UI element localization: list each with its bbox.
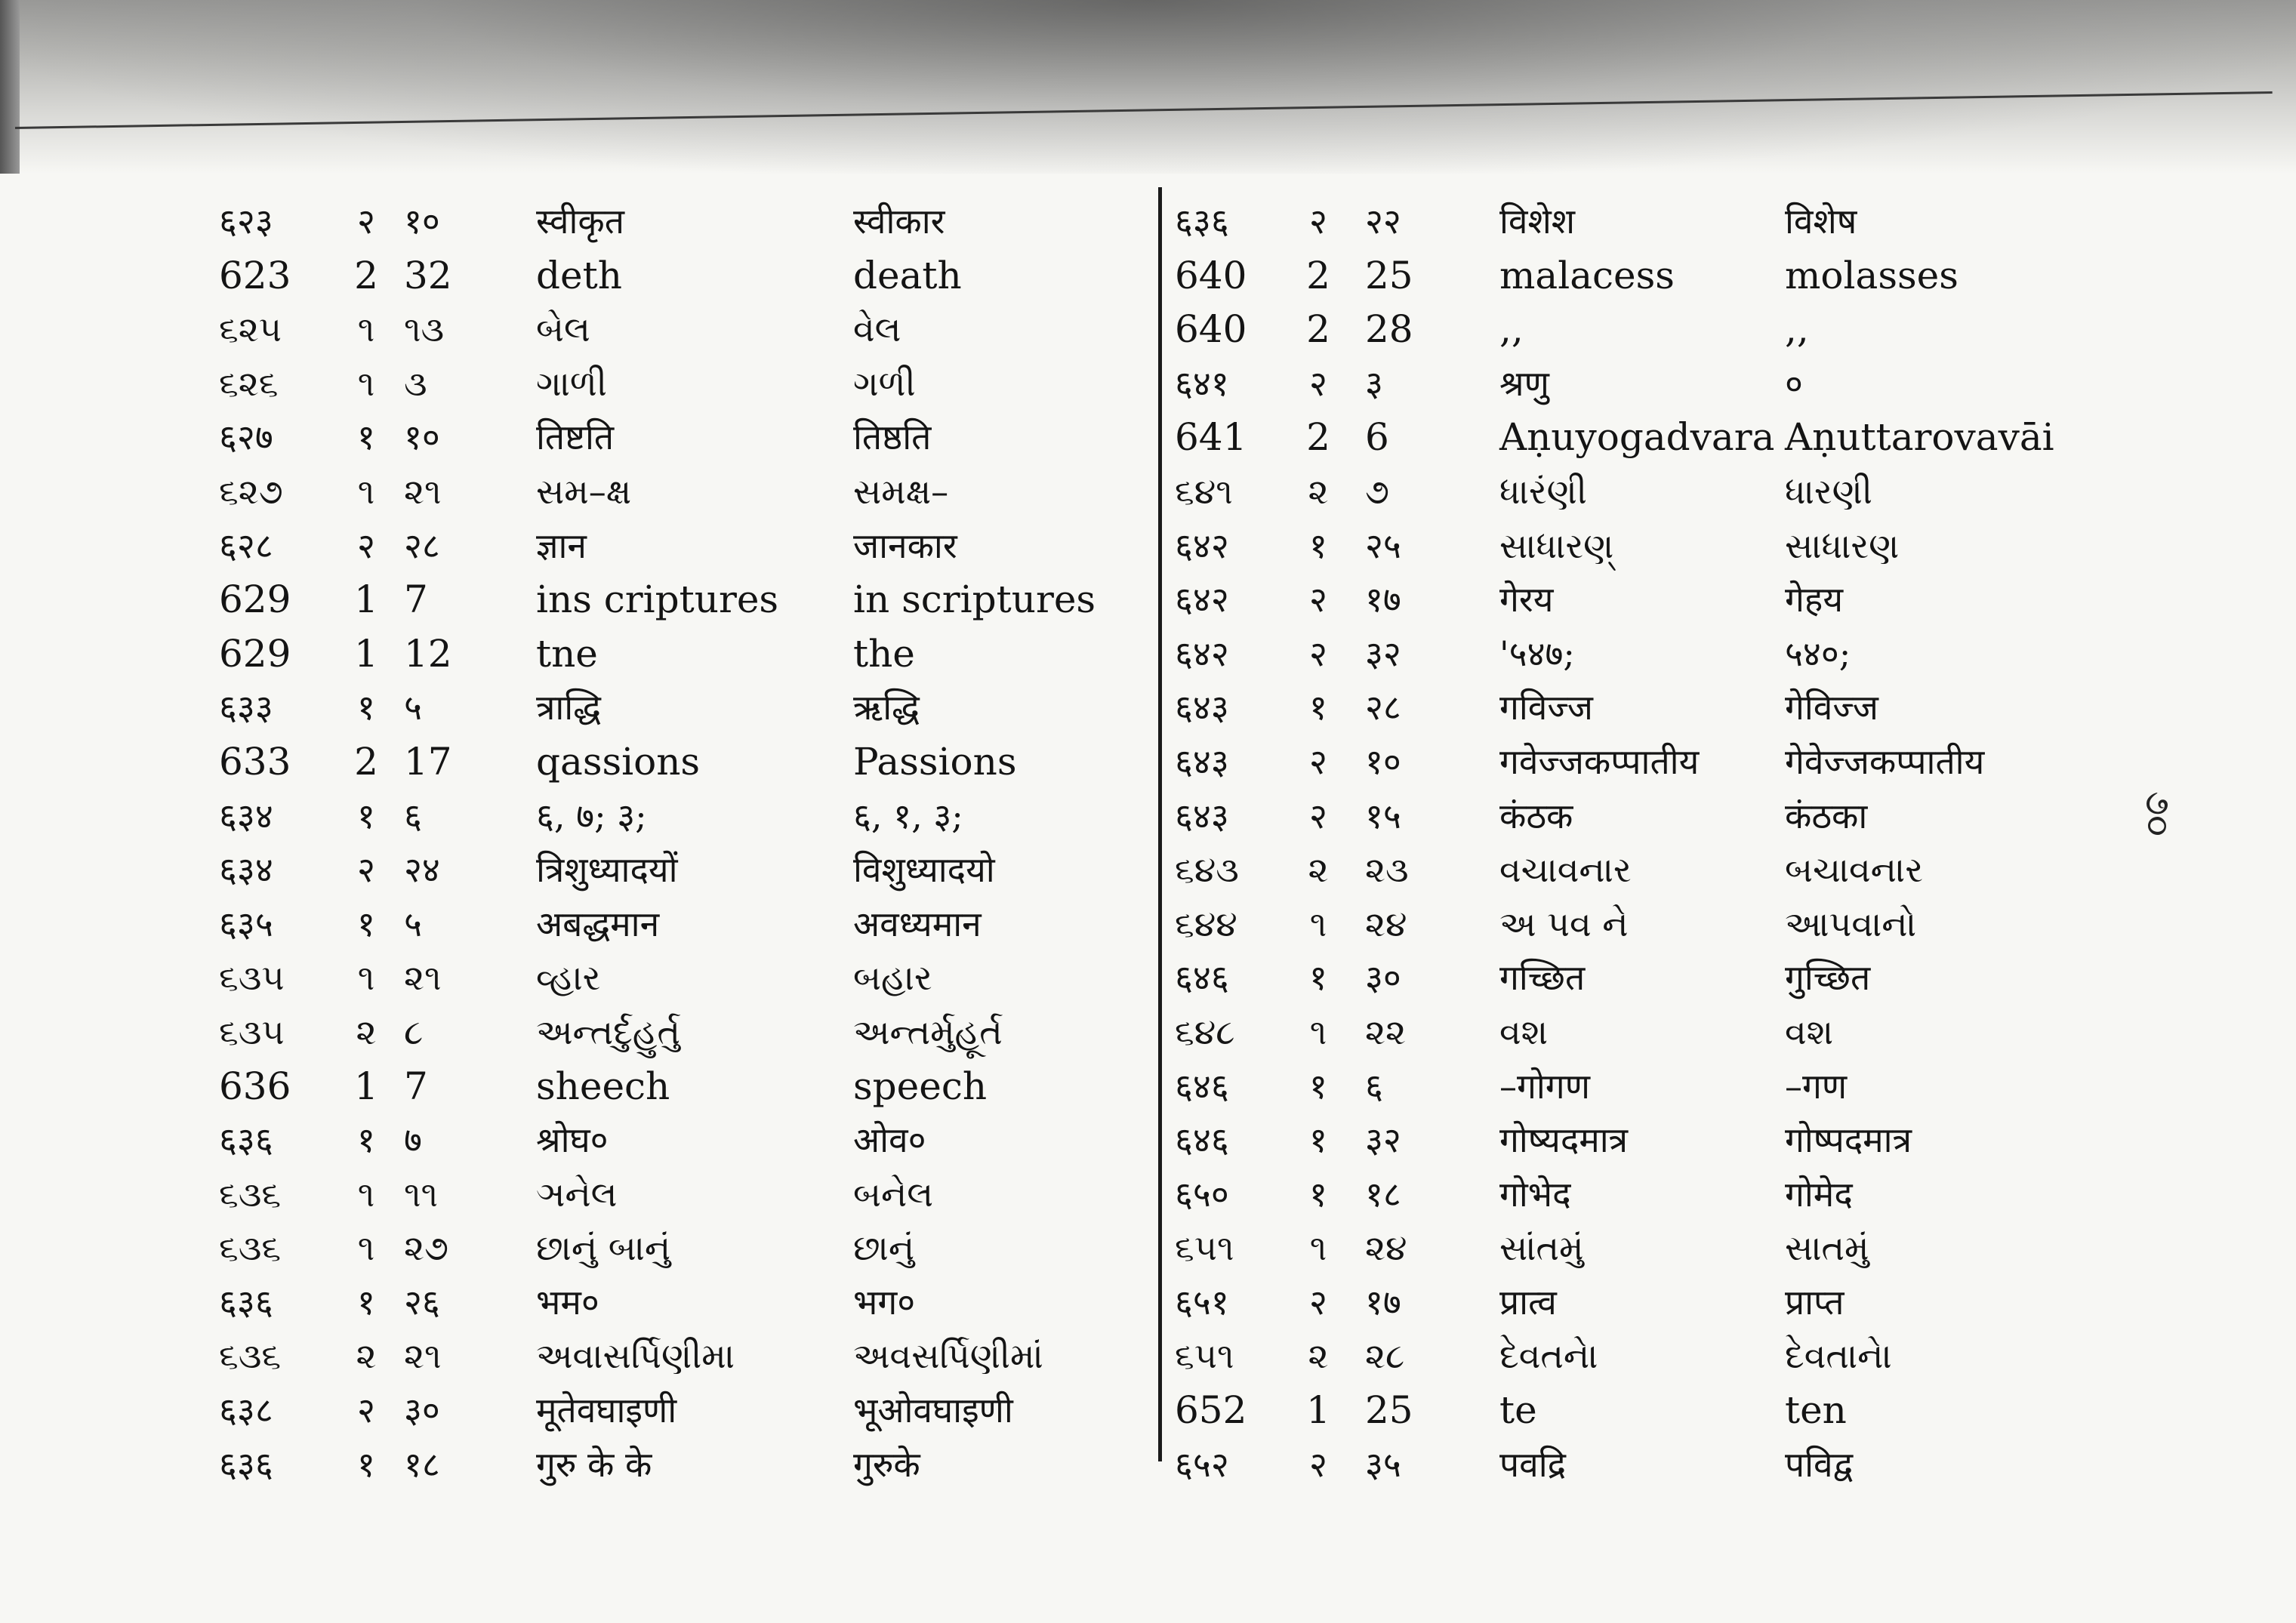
errata-line: १० xyxy=(1365,741,1401,782)
errata-line: 17 xyxy=(404,739,452,784)
errata-correct-text: the xyxy=(853,631,915,676)
errata-wrong-text: ज्ञान xyxy=(536,525,587,566)
errata-column: ૧ xyxy=(357,1173,375,1215)
errata-page: ६३८ xyxy=(219,1390,273,1431)
errata-line: १० xyxy=(404,417,440,458)
errata-page: ६३४ xyxy=(219,849,273,891)
errata-wrong-text: ગાળી xyxy=(536,362,607,404)
errata-correct-text: બનેલ xyxy=(853,1173,933,1215)
errata-correct-text: molasses xyxy=(1785,253,1959,297)
errata-correct-text: गोष्पदमात्र xyxy=(1785,1119,1912,1161)
errata-column: 2 xyxy=(1306,307,1330,352)
errata-wrong-text: स्वीकृत xyxy=(536,201,624,242)
errata-wrong-text: te xyxy=(1499,1388,1537,1433)
errata-page: ૬૪૪ xyxy=(1175,903,1237,944)
errata-line: १५ xyxy=(1365,795,1401,836)
errata-column: १ xyxy=(357,795,375,836)
errata-line: ३० xyxy=(1365,957,1401,999)
errata-wrong-text: गुरु के के xyxy=(536,1443,652,1485)
errata-column: 2 xyxy=(1306,253,1330,297)
errata-column: २ xyxy=(1309,1443,1327,1485)
errata-page: ६४३ xyxy=(1175,687,1229,728)
errata-correct-text: पविद्व xyxy=(1785,1443,1854,1485)
errata-correct-text: भग० xyxy=(853,1281,916,1323)
errata-wrong-text: गेरय xyxy=(1499,579,1554,621)
errata-column: ૨ xyxy=(1308,470,1329,512)
errata-line: १७ xyxy=(1365,579,1401,621)
errata-column: ૧ xyxy=(357,1227,375,1269)
errata-correct-text: Passions xyxy=(853,739,1017,784)
errata-correct-text: છાનું xyxy=(853,1227,915,1269)
errata-correct-text: ,, xyxy=(1785,307,1809,352)
errata-line: २५ xyxy=(1365,525,1401,566)
errata-page: ६३६ xyxy=(219,1281,273,1323)
errata-page: 640 xyxy=(1175,253,1247,297)
errata-page: ૬૫૧ xyxy=(1175,1227,1234,1269)
errata-wrong-text: श्रोघ० xyxy=(536,1119,609,1161)
errata-correct-text: भूओवघाइणी xyxy=(853,1390,1013,1431)
errata-page: ६३५ xyxy=(219,903,273,944)
errata-correct-text: ६, १, ३; xyxy=(853,795,963,836)
errata-line: ૨૮ xyxy=(1365,1335,1405,1377)
errata-column: 1 xyxy=(354,577,378,622)
errata-page: 636 xyxy=(219,1064,291,1108)
errata-line: ૨૪ xyxy=(1365,903,1407,944)
errata-line: ३५ xyxy=(1365,1443,1401,1485)
errata-column: २ xyxy=(1309,741,1327,782)
scan-shadow xyxy=(0,0,2296,174)
errata-page: ६३६ xyxy=(219,1119,273,1161)
errata-column: १ xyxy=(1309,957,1327,999)
errata-line: १० xyxy=(404,201,440,242)
errata-line: ૩ xyxy=(404,362,427,404)
errata-page: ६३६ xyxy=(219,1443,273,1485)
errata-correct-text: गेवेज्जकप्पातीय xyxy=(1785,741,1985,782)
errata-line: 25 xyxy=(1365,1388,1413,1433)
errata-wrong-text: अबद्धमान xyxy=(536,903,660,944)
errata-correct-text: गुरुके xyxy=(853,1443,920,1485)
errata-column: १ xyxy=(357,1119,375,1161)
errata-wrong-text: બેલ xyxy=(536,309,590,350)
errata-wrong-text: અવાસર્પિણીમા xyxy=(536,1335,735,1377)
errata-line: ૨૧ xyxy=(404,957,442,999)
errata-column: २ xyxy=(1309,795,1327,836)
errata-wrong-text: વચાવનાર xyxy=(1499,849,1632,891)
errata-page: ६५० xyxy=(1175,1173,1229,1215)
errata-wrong-text: पवद्रि xyxy=(1499,1443,1567,1485)
errata-page: ૬૩૫ xyxy=(219,1011,285,1052)
errata-wrong-text: कंठक xyxy=(1499,795,1573,836)
errata-correct-text: ५४०; xyxy=(1785,633,1851,674)
errata-line: २८ xyxy=(1365,687,1401,728)
errata-correct-text: આપવાનો xyxy=(1785,903,1917,944)
errata-line: २२ xyxy=(1365,201,1401,242)
errata-page: ૬૫૧ xyxy=(1175,1335,1234,1377)
errata-wrong-text: –गोगण xyxy=(1499,1065,1590,1107)
errata-page: ६४६ xyxy=(1175,957,1229,999)
errata-column: १ xyxy=(1309,1065,1327,1107)
errata-line: 28 xyxy=(1365,307,1413,352)
errata-page: 623 xyxy=(219,253,291,297)
errata-correct-text: સમક્ષ– xyxy=(853,470,949,512)
errata-correct-text: प्राप्त xyxy=(1785,1281,1845,1323)
errata-page: ६४३ xyxy=(1175,795,1229,836)
errata-page: ૬૩૬ xyxy=(219,1227,282,1269)
errata-page: ૬૪૮ xyxy=(1175,1011,1235,1052)
errata-correct-text: गुच्छित xyxy=(1785,957,1871,999)
errata-column: २ xyxy=(1309,1281,1327,1323)
errata-column: 2 xyxy=(354,253,378,297)
errata-column: २ xyxy=(1309,201,1327,242)
errata-wrong-text: मूतेवघाइणी xyxy=(536,1390,677,1431)
errata-wrong-text: વશ xyxy=(1499,1011,1549,1052)
errata-line: ૨૪ xyxy=(1365,1227,1407,1269)
errata-column: ૧ xyxy=(1309,1227,1327,1269)
errata-correct-text: વશ xyxy=(1785,1011,1834,1052)
errata-correct-text: गोमेद xyxy=(1785,1173,1853,1215)
errata-wrong-text: sheech xyxy=(536,1064,670,1108)
errata-wrong-text: प्रात्व xyxy=(1499,1281,1557,1323)
errata-wrong-text: અ પવ ને xyxy=(1499,903,1629,944)
errata-line: ६ xyxy=(1365,1065,1383,1107)
errata-wrong-text: विशेश xyxy=(1499,201,1576,242)
errata-line: ૭ xyxy=(1365,470,1389,512)
errata-line: ५ xyxy=(404,687,422,728)
errata-column: 1 xyxy=(354,631,378,676)
errata-column: ૨ xyxy=(1308,1335,1329,1377)
errata-wrong-text: गोभेद xyxy=(1499,1173,1571,1215)
errata-wrong-text: deth xyxy=(536,253,622,297)
errata-column: १ xyxy=(357,903,375,944)
errata-column: १ xyxy=(357,417,375,458)
errata-correct-text: तिष्ठति xyxy=(853,417,932,458)
errata-line: १८ xyxy=(404,1443,440,1485)
errata-line: २८ xyxy=(404,525,440,566)
errata-page: ६२८ xyxy=(219,525,273,566)
errata-correct-text: ० xyxy=(1785,362,1803,404)
errata-column: ૨ xyxy=(1308,849,1329,891)
errata-correct-text: બહાર xyxy=(853,957,932,999)
errata-column: २ xyxy=(357,1390,375,1431)
errata-page: ६३४ xyxy=(219,795,273,836)
errata-line: 25 xyxy=(1365,253,1413,297)
errata-column: 2 xyxy=(1306,415,1330,460)
errata-page: ६३३ xyxy=(219,687,273,728)
errata-column: ૧ xyxy=(357,309,375,350)
errata-page: ૬૩૫ xyxy=(219,957,285,999)
errata-page: ૬૪૧ xyxy=(1175,470,1233,512)
errata-line: ३ xyxy=(1365,362,1383,404)
errata-column: ૧ xyxy=(357,470,375,512)
errata-correct-text: विशेष xyxy=(1785,201,1857,242)
errata-page: 652 xyxy=(1175,1388,1247,1433)
errata-column: २ xyxy=(1309,579,1327,621)
errata-page: ૬૪૩ xyxy=(1175,849,1239,891)
errata-column: ૧ xyxy=(1309,1011,1327,1052)
errata-column: ૧ xyxy=(357,957,375,999)
errata-page: ૬૨૬ xyxy=(219,362,279,404)
errata-wrong-text: '५४७; xyxy=(1499,633,1575,674)
errata-line: ३२ xyxy=(1365,633,1401,674)
errata-line: ૧૧ xyxy=(404,1173,439,1215)
errata-line: ૨૧ xyxy=(404,1335,442,1377)
errata-line: 12 xyxy=(404,631,452,676)
errata-wrong-text: દેવતનેા xyxy=(1499,1335,1598,1377)
errata-page: ६५१ xyxy=(1175,1281,1229,1323)
errata-wrong-text: વ્હાર xyxy=(536,957,601,999)
errata-line: ૨૨ xyxy=(1365,1011,1407,1052)
errata-column: २ xyxy=(1309,633,1327,674)
errata-page: 640 xyxy=(1175,307,1247,352)
errata-page: ६४१ xyxy=(1175,362,1229,404)
errata-column: १ xyxy=(357,687,375,728)
errata-column: ૧ xyxy=(1309,903,1327,944)
errata-correct-text: ओव० xyxy=(853,1119,926,1161)
errata-correct-text: સાતમું xyxy=(1785,1227,1869,1269)
errata-correct-text: ગળી xyxy=(853,362,916,404)
errata-line: २४ xyxy=(404,849,440,891)
errata-wrong-text: સાંતમું xyxy=(1499,1227,1584,1269)
errata-page: 633 xyxy=(219,739,291,784)
errata-wrong-text: ins criptures xyxy=(536,577,779,622)
errata-wrong-text: tne xyxy=(536,631,598,676)
column-divider xyxy=(1158,187,1162,1461)
errata-correct-text: –गण xyxy=(1785,1065,1848,1107)
errata-line: ૧૩ xyxy=(404,309,445,350)
errata-page: ६४६ xyxy=(1175,1065,1229,1107)
errata-line: १७ xyxy=(1365,1281,1401,1323)
errata-wrong-text: qassions xyxy=(536,739,701,784)
errata-page: ૬૨૫ xyxy=(219,309,282,350)
errata-column: १ xyxy=(1309,1119,1327,1161)
errata-line: २६ xyxy=(404,1281,440,1323)
errata-page: ६४३ xyxy=(1175,741,1229,782)
errata-correct-text: ten xyxy=(1785,1388,1847,1433)
errata-page: ६५२ xyxy=(1175,1443,1229,1485)
errata-column: २ xyxy=(357,849,375,891)
errata-correct-text: जानकार xyxy=(853,525,957,566)
errata-column: ૨ xyxy=(356,1335,377,1377)
errata-wrong-text: Aṇuyogadvara xyxy=(1499,415,1775,460)
errata-line: १८ xyxy=(1365,1173,1401,1215)
errata-correct-text: in scriptures xyxy=(853,577,1096,622)
errata-column: १ xyxy=(1309,687,1327,728)
errata-wrong-text: અન્તર્દુહુર્તુ xyxy=(536,1011,680,1052)
errata-line: ૨૧ xyxy=(404,470,442,512)
errata-column: २ xyxy=(357,525,375,566)
errata-page: ६३६ xyxy=(1175,201,1229,242)
errata-line: ૮ xyxy=(404,1011,424,1052)
errata-wrong-text: गवेज्जकप्पातीय xyxy=(1499,741,1700,782)
errata-correct-text: વેલ xyxy=(853,309,901,350)
errata-column: २ xyxy=(1309,362,1327,404)
errata-column: १ xyxy=(1309,1173,1327,1215)
errata-page: ૬૩૬ xyxy=(219,1335,282,1377)
errata-column: १ xyxy=(1309,525,1327,566)
errata-wrong-text: गविज्ज xyxy=(1499,687,1593,728)
errata-line: ૨૭ xyxy=(404,1227,448,1269)
errata-correct-text: कंठका xyxy=(1785,795,1868,836)
errata-wrong-text: છાનું બાનું xyxy=(536,1227,671,1269)
page-number: ૭૦ xyxy=(2137,791,2179,836)
errata-page: 641 xyxy=(1175,415,1247,460)
errata-wrong-text: સાધારણ્ xyxy=(1499,525,1614,566)
errata-line: ३० xyxy=(404,1390,440,1431)
errata-wrong-text: भम० xyxy=(536,1281,599,1323)
errata-page: 629 xyxy=(219,631,291,676)
errata-correct-text: गेहय xyxy=(1785,579,1844,621)
errata-correct-text: विशुध्यादयो xyxy=(853,849,995,891)
errata-page: ६४२ xyxy=(1175,579,1229,621)
errata-page: 629 xyxy=(219,577,291,622)
errata-column: १ xyxy=(357,1443,375,1485)
errata-line: ६ xyxy=(404,795,422,836)
errata-wrong-text: गच्छित xyxy=(1499,957,1586,999)
errata-page: ६२३ xyxy=(219,201,273,242)
errata-correct-text: अवध्यमान xyxy=(853,903,982,944)
errata-page: ६४२ xyxy=(1175,525,1229,566)
errata-correct-text: અન્તર્મુહૂર્ત xyxy=(853,1011,1003,1052)
errata-wrong-text: ઞનેલ xyxy=(536,1173,618,1215)
errata-correct-text: ऋद्धि xyxy=(853,687,920,728)
errata-correct-text: Aṇuttarovavāi xyxy=(1785,415,2054,460)
errata-correct-text: speech xyxy=(853,1064,988,1108)
errata-wrong-text: સમ–ક્ષ xyxy=(536,470,632,512)
errata-wrong-text: ધારંણી xyxy=(1499,470,1587,512)
errata-correct-text: death xyxy=(853,253,962,297)
errata-correct-text: દેવતાનેા xyxy=(1785,1335,1892,1377)
errata-column: 1 xyxy=(1306,1388,1330,1433)
errata-line: 7 xyxy=(404,1064,428,1108)
errata-column: १ xyxy=(357,1281,375,1323)
errata-line: ३२ xyxy=(1365,1119,1401,1161)
errata-line: 32 xyxy=(404,253,452,297)
errata-correct-text: गेविज्ज xyxy=(1785,687,1878,728)
errata-column: 1 xyxy=(354,1064,378,1108)
errata-page: ૬૨૭ xyxy=(219,470,283,512)
errata-wrong-text: ,, xyxy=(1499,307,1524,352)
errata-page: ૬૩૬ xyxy=(219,1173,282,1215)
errata-wrong-text: malacess xyxy=(1499,253,1675,297)
errata-column: २ xyxy=(357,201,375,242)
errata-wrong-text: तिष्टति xyxy=(536,417,615,458)
errata-correct-text: અવસર્પિણીમાં xyxy=(853,1335,1043,1377)
errata-line: ७ xyxy=(404,1119,422,1161)
errata-correct-text: બચાવનાર xyxy=(1785,849,1923,891)
errata-line: ५ xyxy=(404,903,422,944)
errata-correct-text: સાધારણ xyxy=(1785,525,1900,566)
errata-line: ૨૩ xyxy=(1365,849,1409,891)
errata-wrong-text: ६, ७; ३; xyxy=(536,795,647,836)
scan-left-edge xyxy=(0,0,20,174)
errata-page: ६४२ xyxy=(1175,633,1229,674)
errata-wrong-text: त्राद्धि xyxy=(536,687,601,728)
errata-line: 6 xyxy=(1365,415,1389,460)
errata-wrong-text: गोष्यदमात्र xyxy=(1499,1119,1629,1161)
errata-correct-text: स्वीकार xyxy=(853,201,945,242)
errata-column: ૨ xyxy=(356,1011,377,1052)
errata-column: 2 xyxy=(354,739,378,784)
errata-page: ६४६ xyxy=(1175,1119,1229,1161)
errata-line: 7 xyxy=(404,577,428,622)
errata-wrong-text: श्रणु xyxy=(1499,362,1549,404)
errata-correct-text: ધારણી xyxy=(1785,470,1872,512)
errata-wrong-text: त्रिशुध्यादयों xyxy=(536,849,678,891)
errata-page: ६२७ xyxy=(219,417,273,458)
errata-column: ૧ xyxy=(357,362,375,404)
